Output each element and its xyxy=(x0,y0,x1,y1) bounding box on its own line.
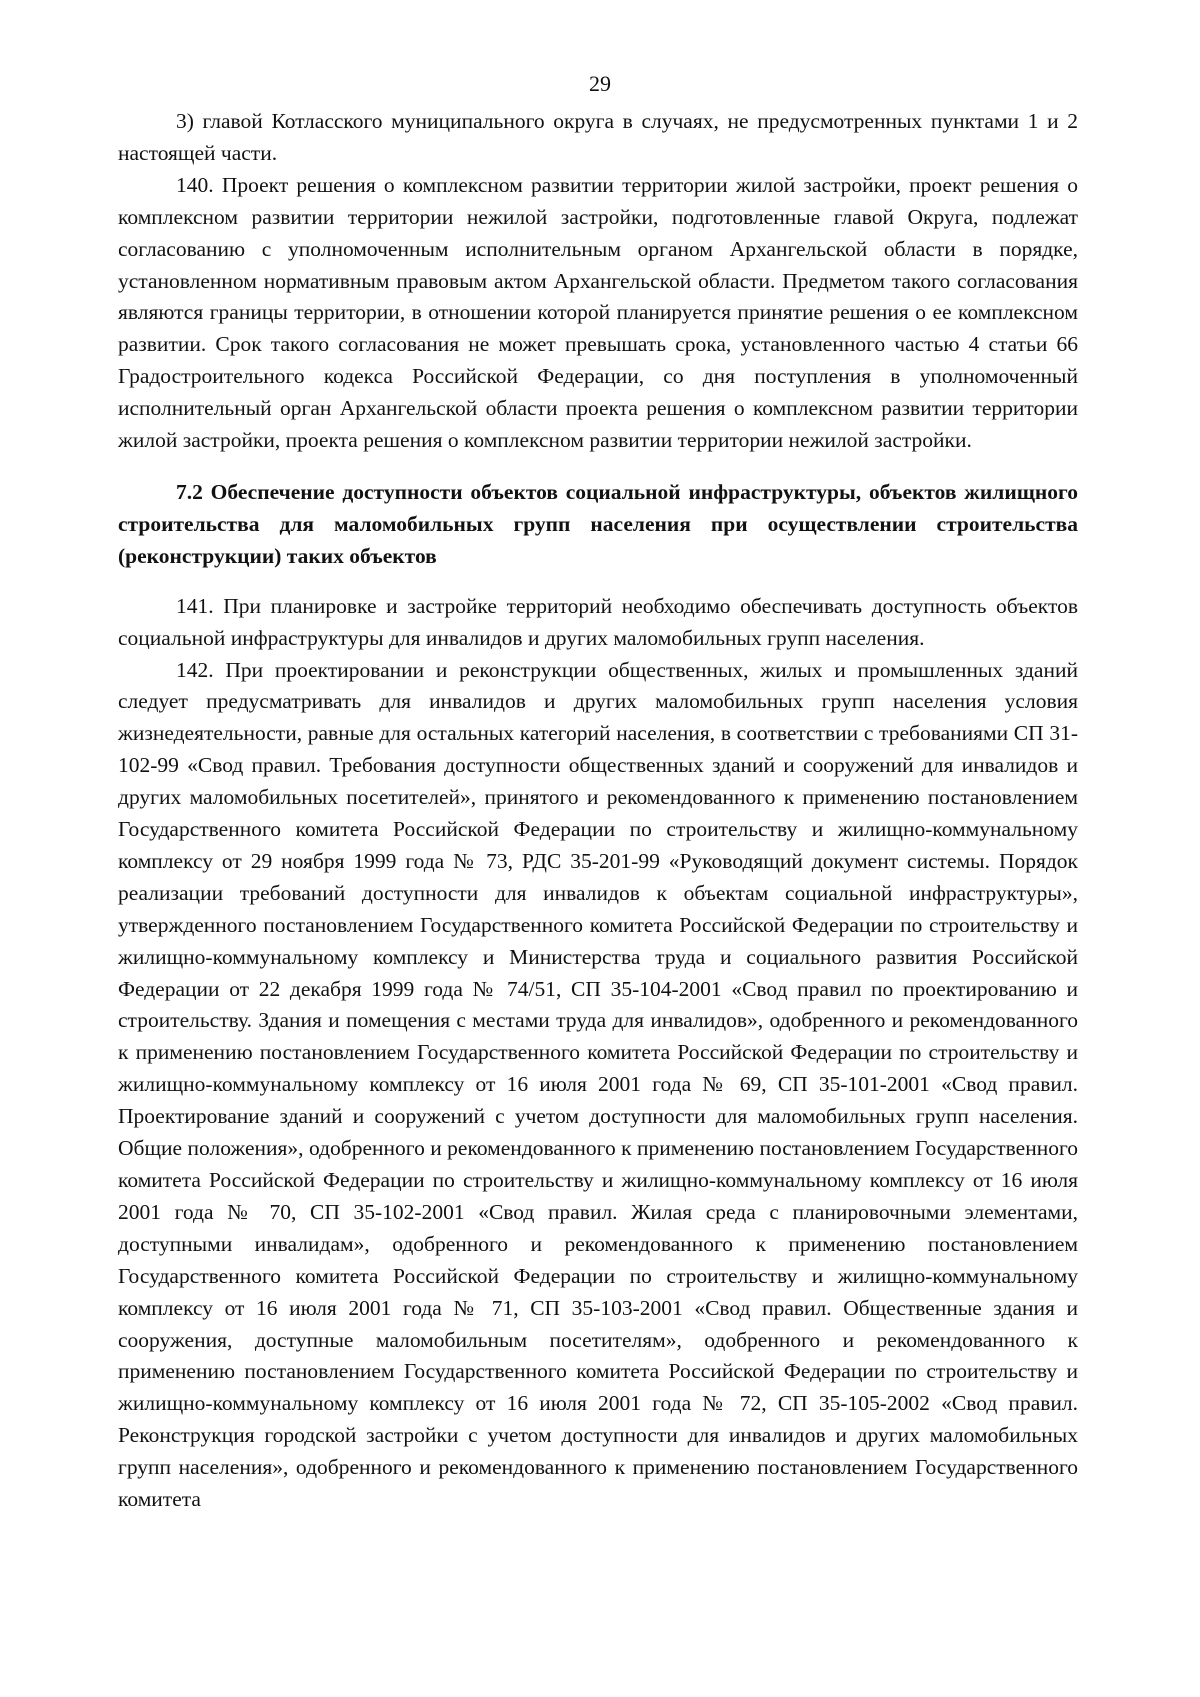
document-body xyxy=(118,106,1078,1516)
paragraph-142: 142. При проектировании и реконструкции общественных, жилых и промышленных зданий следует предусматривать для инвалидов и других маломобильных групп населения условия жизнедеятельности, равные для остальных категорий населения, в соответствии с требованиями СП 31-102-99 «Свод правил. Требования доступности общественных зданий и сооружений для инвалидов и других маломобильных посетителей», принятого и рекомендованного к применению постановлением Государственного комитета Российской Федерации по строительству и жилищно-коммунальному комплексу от 29 ноября 1999 года № 73, РДС 35-201-99 «Руководящий документ системы. Порядок реализации требований доступности для инвалидов к объектам социальной инфраструктуры», утвержденного постановлением Государственного комитета Российской Федерации по строительству и жилищно-коммунальному комплексу и Министерства труда и социального развития Российской Федерации от 22 декабря 1999 года № 74/51, СП 35-104-2001 «Свод правил по проектированию и строительству. Здания и помещения с местами труда для инвалидов», одобренного и рекомендованного к применению постановлением Государственного комитета Российской Федерации по строительству и жилищно-коммунальному комплексу от 16 июля 2001 года № 69, СП 35-101-2001 «Свод правил. Проектирование зданий и сооружений с учетом доступности для маломобильных групп населения. Общие положения», одобренного и рекомендованного к применению постановлением Государственного комитета Российской Федерации по строительству и жилищно-коммунальному комплексу от 16 июля 2001 года № 70, СП 35-102-2001 «Свод правил. Жилая среда с планировочными элементами, доступными инвалидам», одобренного и рекомендованного к применению постановлением Государственного комитета Российской Федерации по строительству и жилищно-коммунальному комплексу от 16 июля 2001 года № 71, СП 35-103-2001 «Свод правил. Общественные здания и сооружения, доступные маломобильным посетителям», одобренного и рекомендованного к применению постановлением Государственного комитета Российской Федерации по строительству и жилищно-коммунальному комплексу от 16 июля 2001 года № 72, СП 35-105-2002 «Свод правил. Реконструкция городской застройки с учетом доступности для инвалидов и других маломобильных групп населения», одобренного и рекомендованного к применению постановлением Государственного комитета xyxy=(118,657,1078,1512)
page-number: 29 xyxy=(589,71,611,96)
section-heading-7-2: 7.2 Обеспечение доступности объектов социальной инфраструктуры, объектов жилищного строительства для маломобильных групп населения при осуществлении строительства (реконструкции) таких объектов xyxy=(118,479,1078,568)
paragraph-140: 140. Проект решения о комплексном развитии территории жилой застройки, проект решения о комплексном развитии территории нежилой застройки, подготовленные главой Округа, подлежат согласованию с уполномоченным исполнительным органом Архангельской области в порядке, установленном нормативным правовым актом Архангельской области. Предметом такого согласования являются границы территории, в отношении которой планируется принятие решения о ее комплексном развитии. Срок такого согласования не может превышать срока, установленного частью 4 статьи 66 Градостроительного кодекса Российской Федерации, со дня поступления в уполномоченный исполнительный орган Архангельской области проекта решения о комплексном развитии территории жилой застройки, проекта решения о комплексном развитии территории нежилой застройки. xyxy=(118,172,1078,453)
paragraph-item-3: 3) главой Котласского муниципального округа в случаях, не предусмотренных пунктами 1 и 2 настоящей части. xyxy=(118,109,1078,165)
paragraph-141: 141. При планировке и застройке территорий необходимо обеспечивать доступность объектов социальной инфраструктуры для инвалидов и других маломобильных групп населения. xyxy=(118,593,1078,650)
